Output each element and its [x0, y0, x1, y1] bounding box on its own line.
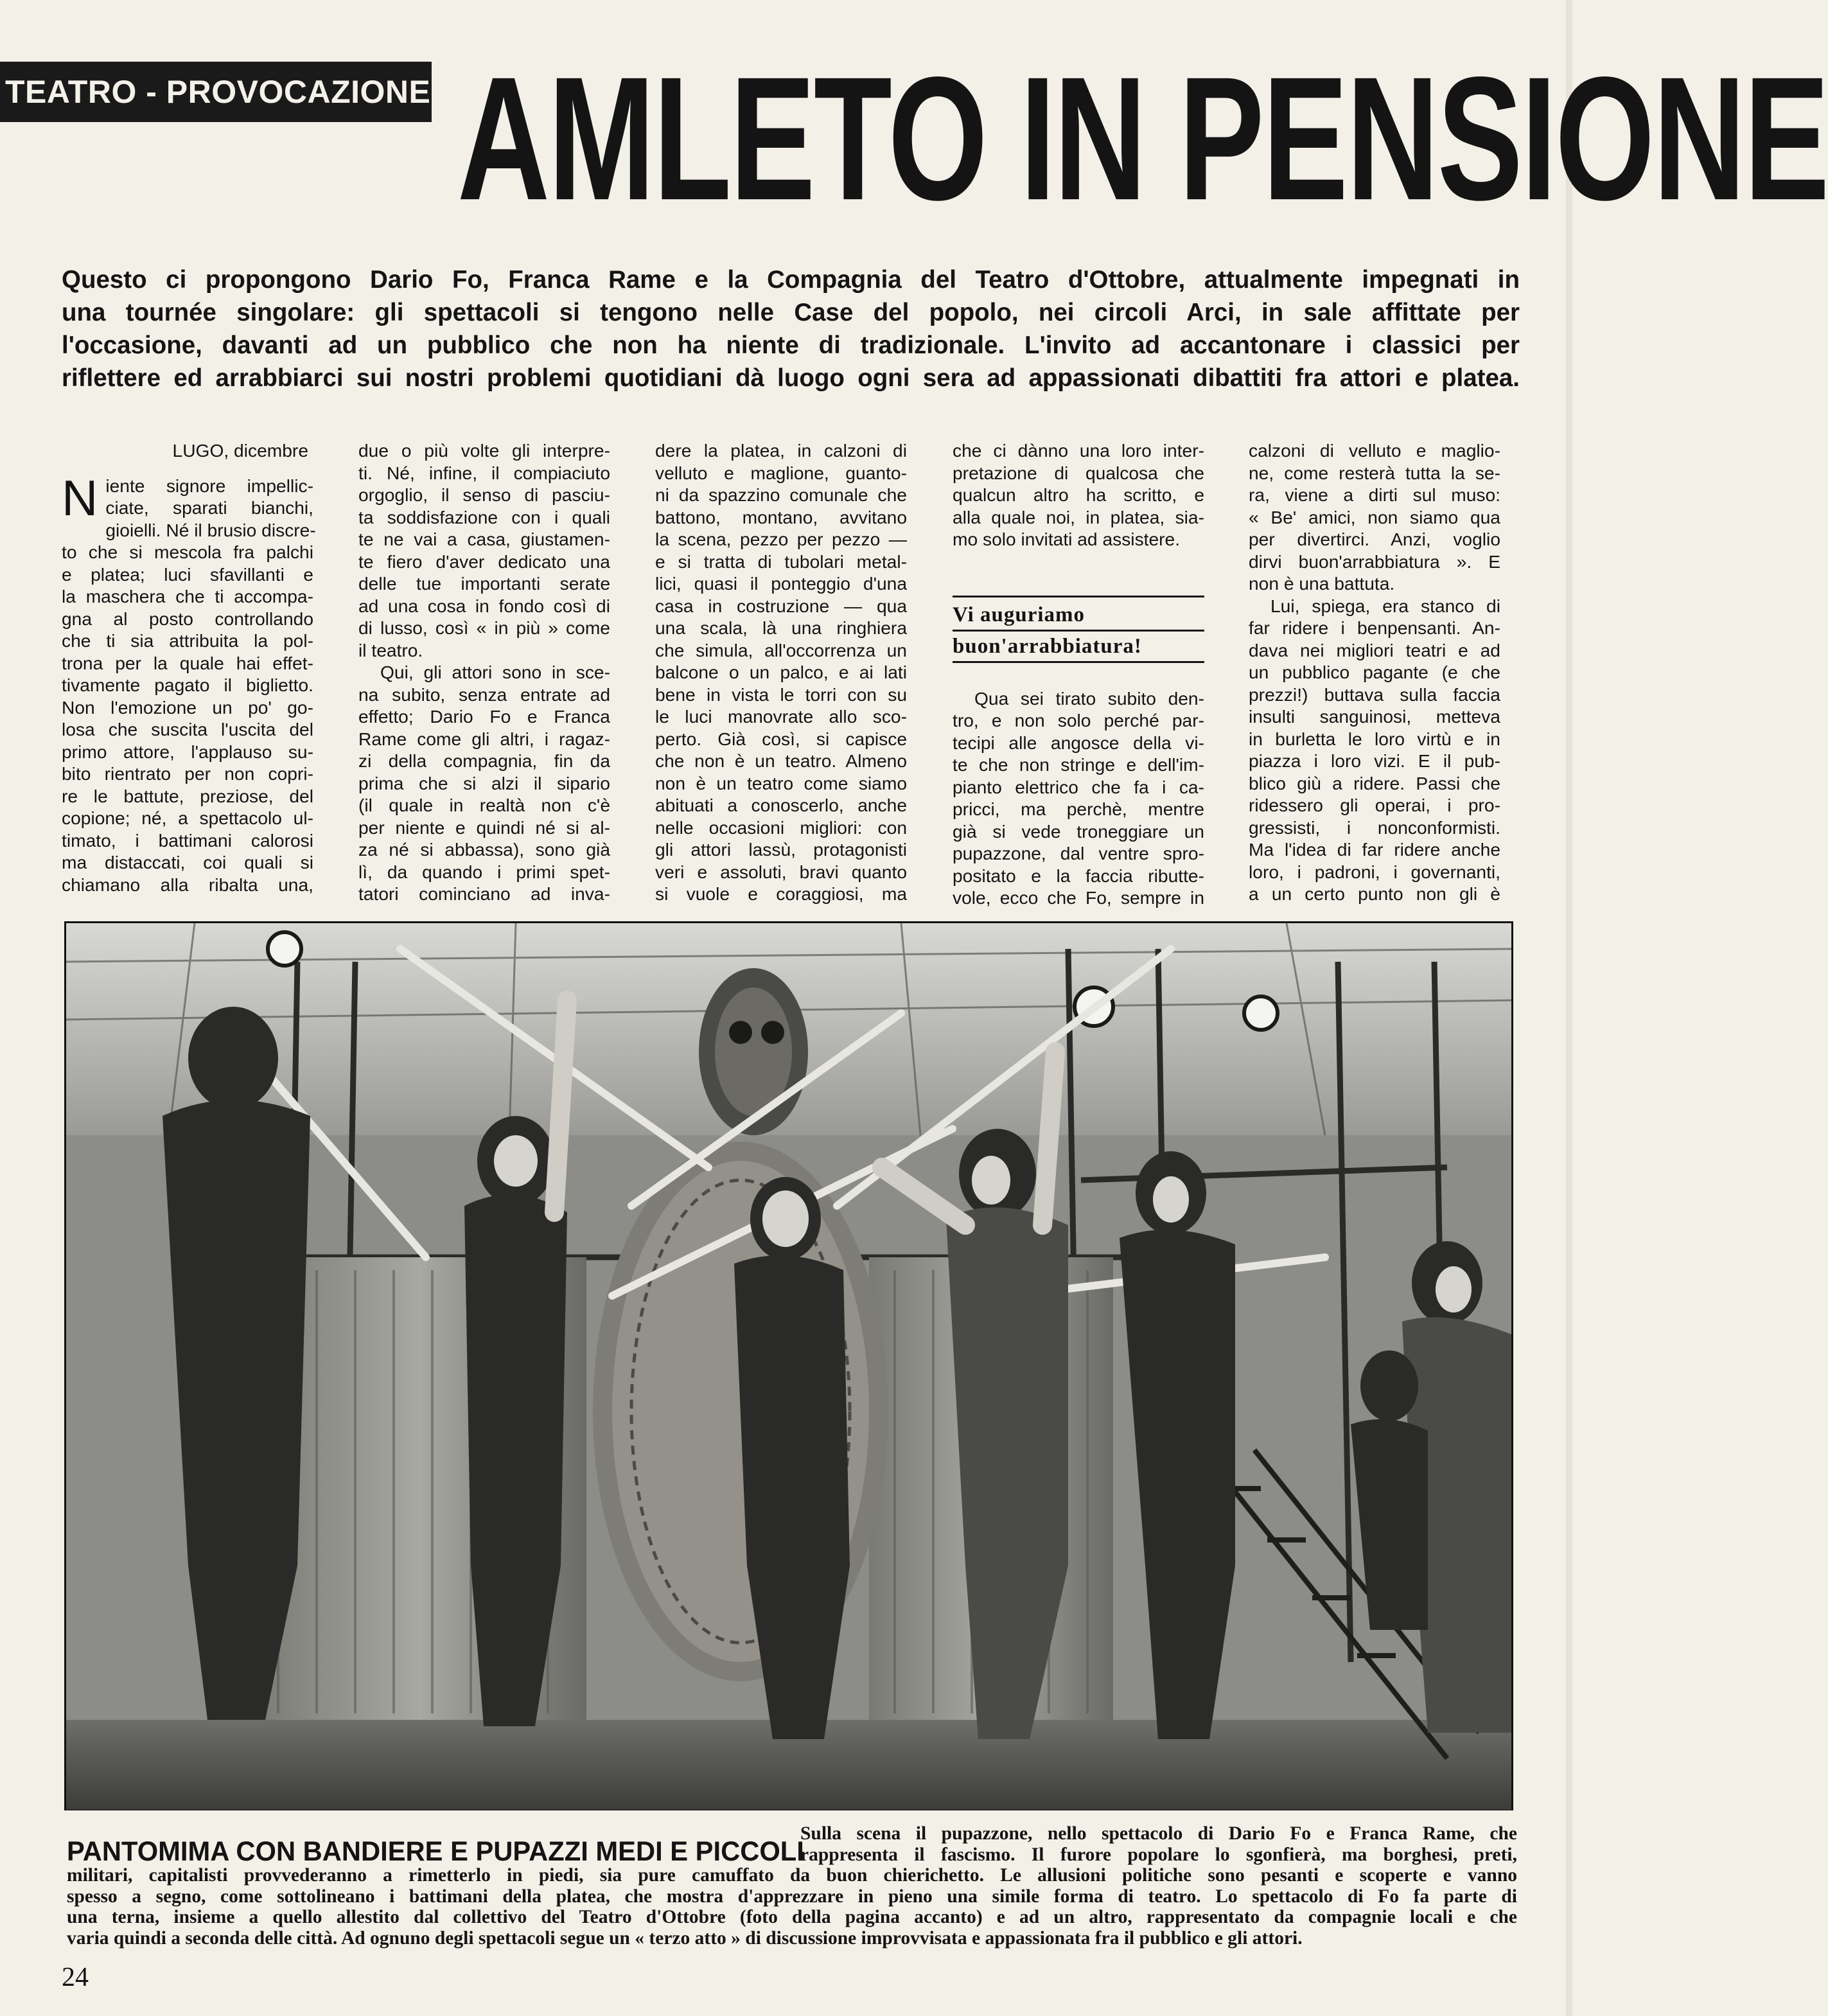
- article-line: ad una cosa in fondo così di: [358, 595, 610, 616]
- article-line: tecipi alle angosce della vi-: [953, 732, 1204, 753]
- article-line: ta soddisfazione con i quali: [358, 506, 610, 527]
- photo-caption-heading: PANTOMIMA CON BANDIERE E PUPAZZI MEDI E PICCOLI: [67, 1836, 804, 1867]
- article-line: già si vede troneggiare un: [953, 820, 1204, 842]
- article-line: perto. Già così, si capisce: [655, 728, 907, 749]
- column-text: [953, 687, 1204, 909]
- stage-photo-illustration: [66, 923, 1511, 1808]
- article-line: due o più volte gli interpre-: [358, 440, 610, 461]
- article-line: e si tratta di tubolari metal-: [655, 551, 907, 572]
- headline-box: [457, 40, 1828, 238]
- article-line: pianto elettrico che fa i ca-: [953, 776, 1204, 797]
- article-line: timato, i battimani calorosi: [62, 829, 313, 851]
- article-line: dava nei migliori teatri e ad: [1249, 639, 1500, 660]
- caption-line: rappresenta il fascismo. Il furore popolare lo sgonfierà, ma borghesi, preti,: [800, 1844, 1517, 1865]
- column-text: [1249, 439, 1500, 905]
- column-text: [62, 469, 316, 896]
- article-line: iente signore impellic-: [105, 475, 313, 496]
- article-line: che ci dànno una loro inter-: [953, 440, 1204, 461]
- article-line: tro, e non solo perché par-: [953, 710, 1204, 730]
- article-line: che simula, all'occorrenza un: [655, 639, 907, 660]
- article-line: trona per la quale hai effet-: [62, 652, 313, 673]
- article-line: dirvi buon'arrabbiatura ». E: [1249, 551, 1500, 572]
- article-line: effetto; Dario Fo e Franca: [358, 706, 610, 727]
- headline: AMLETO IN PENSIONE: [457, 40, 1828, 238]
- article-line: te fiero d'aver dedicato una: [358, 551, 610, 572]
- dateline: LUGO, dicembre: [172, 440, 308, 461]
- article-line: calzoni di velluto e maglio-: [1249, 440, 1500, 461]
- article-line: Qua sei tirato subito den-: [974, 687, 1204, 709]
- article-line: tivamente pagato il biglietto.: [62, 675, 313, 695]
- article-line: Ma l'idea di far ridere anche: [1249, 839, 1500, 860]
- article-line: velluto e maglione, guanto-: [655, 462, 907, 483]
- article-line: ma distaccati, coi quali si: [62, 852, 313, 872]
- article-line: ridessero gli operai, i pro-: [1249, 795, 1500, 815]
- article-line: pricci, ma perchè, mentre: [953, 799, 1204, 819]
- article-line: gli attori lassù, protagonisti: [655, 839, 907, 860]
- article-line: in burletta le loro virtù e in: [1249, 728, 1500, 749]
- article-line: na subito, senza entrate ad: [358, 684, 610, 705]
- article-line: abituati a conoscerlo, anche: [655, 795, 907, 815]
- article-line: Non l'emozione un po' go-: [62, 696, 313, 718]
- article-line: non è una battuta.: [1249, 573, 1395, 594]
- standfirst-line: riflettere ed arrabbiarci sui nostri problemi quotidiani dà luogo ogni sera ad appassionati dibattiti fra attori e platea.: [62, 364, 1520, 392]
- article-line: la maschera che ti accompa-: [62, 586, 313, 606]
- article-line: si vuole e coraggiosi, ma: [655, 883, 907, 904]
- article-line: il teatro.: [358, 639, 423, 660]
- section-rubric: TEATRO - PROVOCAZIONE: [0, 62, 432, 122]
- caption-line: una terna, insieme a quello allestito dal collettivo del Teatro d'Ottobre (foto della pagina accanto) e ad un altro, rappresentato da compagnie locali e che: [67, 1907, 1517, 1927]
- stage-photo: [64, 921, 1513, 1810]
- article-line: prezzi!) buttava sulla faccia: [1249, 684, 1500, 705]
- article-line: te ne vai a casa, giustamen-: [358, 529, 610, 549]
- caption-line: militari, capitalisti provvederanno a rimetterlo in piedi, sia pure camuffato da buon chierichetto. Le allusioni politiche sono pesanti e scoperte e vanno: [67, 1865, 1517, 1886]
- article-line: nelle occasioni migliori: con: [655, 817, 907, 838]
- article-line: primo attore, l'applauso su-: [62, 741, 313, 762]
- article-line: qualcun altro ha scritto, e: [953, 484, 1204, 505]
- article-line: e platea; luci sfavillanti e: [62, 563, 313, 585]
- article-line: « Be' amici, non siamo qua: [1249, 506, 1500, 527]
- article-column-4: [953, 439, 1204, 909]
- article-line: vole, ecco che Fo, sempre in: [953, 887, 1204, 908]
- page-edge: [1566, 0, 1572, 2016]
- article-line: blico giù a ridere. Passi che: [1249, 772, 1500, 793]
- article-line: re le battute, preziose, del: [62, 785, 313, 806]
- caption-line: Sulla scena il pupazzone, nello spettacolo di Dario Fo e Franca Rame, che: [800, 1823, 1517, 1844]
- article-line: ciate, sparati bianchi,: [105, 497, 313, 518]
- photo-caption: [67, 1823, 1517, 1949]
- article-line: battono, montano, avvitano: [655, 506, 907, 527]
- article-line: losa che suscita l'uscita del: [62, 719, 313, 739]
- article-line: prima che si alzi il sipario: [358, 772, 610, 793]
- article-line: un pubblico pagante (e che: [1249, 662, 1500, 682]
- article-line: gioielli. Né il brusio discre-: [105, 519, 316, 540]
- standfirst-line: l'occasione, davanti ad un pubblico che non ha niente di tradizionale. L'invito ad accantonare i classici per: [62, 332, 1520, 359]
- article-line: a un certo punto non gli è: [1249, 883, 1500, 904]
- article-column-5: [1249, 439, 1500, 905]
- article-line: loro, i padroni, i governanti,: [1249, 861, 1500, 882]
- article-line: Rame come gli altri, i ragaz-: [358, 728, 610, 749]
- article-line: orgoglio, il senso di pasciu-: [358, 484, 610, 505]
- column-text: [655, 439, 907, 905]
- column-text: [358, 439, 610, 905]
- caption-line: spesso a segno, come sottolineano i battimani della platea, che mostra d'apprezzare in pieno una simile forma di teatro. Lo spettacolo di Fo fa parte di: [67, 1886, 1517, 1907]
- article-line: tatori cominciano ad inva-: [358, 883, 610, 904]
- article-line: bene in vista le torri con su: [655, 684, 907, 705]
- standfirst-line: una tournée singolare: gli spettacoli si tengono nelle Case del popolo, nei circoli Arci, in sale affittate per: [62, 299, 1520, 326]
- article-line: alla quale noi, in platea, sia-: [953, 506, 1204, 527]
- article-line: balcone o un palco, e ai lati: [655, 662, 907, 682]
- article-line: ra, viene a dirti sul muso:: [1249, 484, 1500, 505]
- article-line: far ridere i benpensanti. An-: [1249, 617, 1500, 638]
- article-line: te che non stringe e dell'im-: [953, 754, 1204, 775]
- article-line: per divertirci. Anzi, voglio: [1249, 529, 1500, 549]
- article-line: gressisti, i nonconformisti.: [1249, 817, 1500, 838]
- article-line: la scena, pezzo per pezzo —: [655, 529, 907, 549]
- article-line: che ti sia attribuita la pol-: [62, 630, 313, 651]
- article-line: gna al posto controllando: [62, 608, 313, 629]
- article-line: bito rientrato per non copri-: [62, 763, 313, 784]
- article-column-3: [655, 439, 907, 905]
- article-line: ne, come resterà tutta la se-: [1249, 462, 1500, 483]
- article-line: una scala, là una ringhiera: [655, 617, 907, 638]
- article-line: Lui, spiega, era stanco di: [1270, 595, 1500, 616]
- subheading-line-1: Vi auguriamo: [953, 596, 1204, 632]
- article-line: di lusso, così « in più » come: [358, 617, 610, 638]
- article-line: chiamano alla ribalta una,: [62, 874, 313, 895]
- article-line: zi della compagnia, fin da: [358, 750, 610, 771]
- subheading-line-2: buon'arrabbiatura!: [953, 632, 1204, 663]
- standfirst-line: Questo ci propongono Dario Fo, Franca Rame e la Compagnia del Teatro d'Ottobre, attualmente impegnati in: [62, 266, 1520, 294]
- article-line: pupazzone, dal ventre spro-: [953, 843, 1204, 863]
- page-number: 24: [62, 1963, 89, 1992]
- article-line: insulti sanguinosi, metteva: [1249, 706, 1500, 727]
- article-line: casa in costruzione — qua: [655, 595, 907, 616]
- article-line: che non è un teatro. Almeno: [655, 750, 907, 771]
- article-line: dere la platea, in calzoni di: [655, 440, 907, 461]
- article-line: le luci manovrate allo sco-: [655, 706, 907, 727]
- drop-cap: N: [62, 469, 98, 526]
- standfirst: [62, 263, 1520, 394]
- article-line: (il quale in realtà non c'è: [358, 795, 610, 815]
- caption-line: varia quindi a seconda delle città. Ad ognuno degli spettacoli segue un « terzo atto » di discussione improvvisata e appassionata fra il pubblico e gli attori.: [67, 1927, 1303, 1949]
- article-line: lici, quasi il ponteggio d'una: [655, 573, 907, 594]
- article-line: positato e la faccia ributte-: [953, 865, 1204, 886]
- article-line: delle tue importanti serate: [358, 573, 610, 594]
- article-line: mo solo invitati ad assistere.: [953, 529, 1181, 549]
- article-line: pretazione di qualcosa che: [953, 462, 1204, 483]
- article-column-1: [62, 439, 316, 896]
- article-line: per niente e quindi né si al-: [358, 817, 610, 838]
- article-line: lì, da quando i primi spet-: [358, 861, 610, 882]
- article-line: Qui, gli attori sono in sce-: [380, 662, 610, 682]
- article-line: veri e assoluti, bravi quanto: [655, 861, 907, 882]
- article-line: piazza i loro vizi. E il pub-: [1249, 750, 1500, 771]
- article-line: za né si abbassa), sono già: [358, 839, 610, 860]
- article-line: copione; né, a spettacolo ul-: [62, 808, 313, 828]
- article-column-2: [358, 439, 610, 905]
- article-line: non è un teatro come siamo: [655, 772, 907, 793]
- article-line: to che si mescola fra palchi: [62, 542, 313, 562]
- column-text: [953, 439, 1204, 551]
- article-line: ti. Né, infine, il compiaciuto: [358, 462, 610, 483]
- article-line: ni da spazzino comunale che: [655, 484, 907, 505]
